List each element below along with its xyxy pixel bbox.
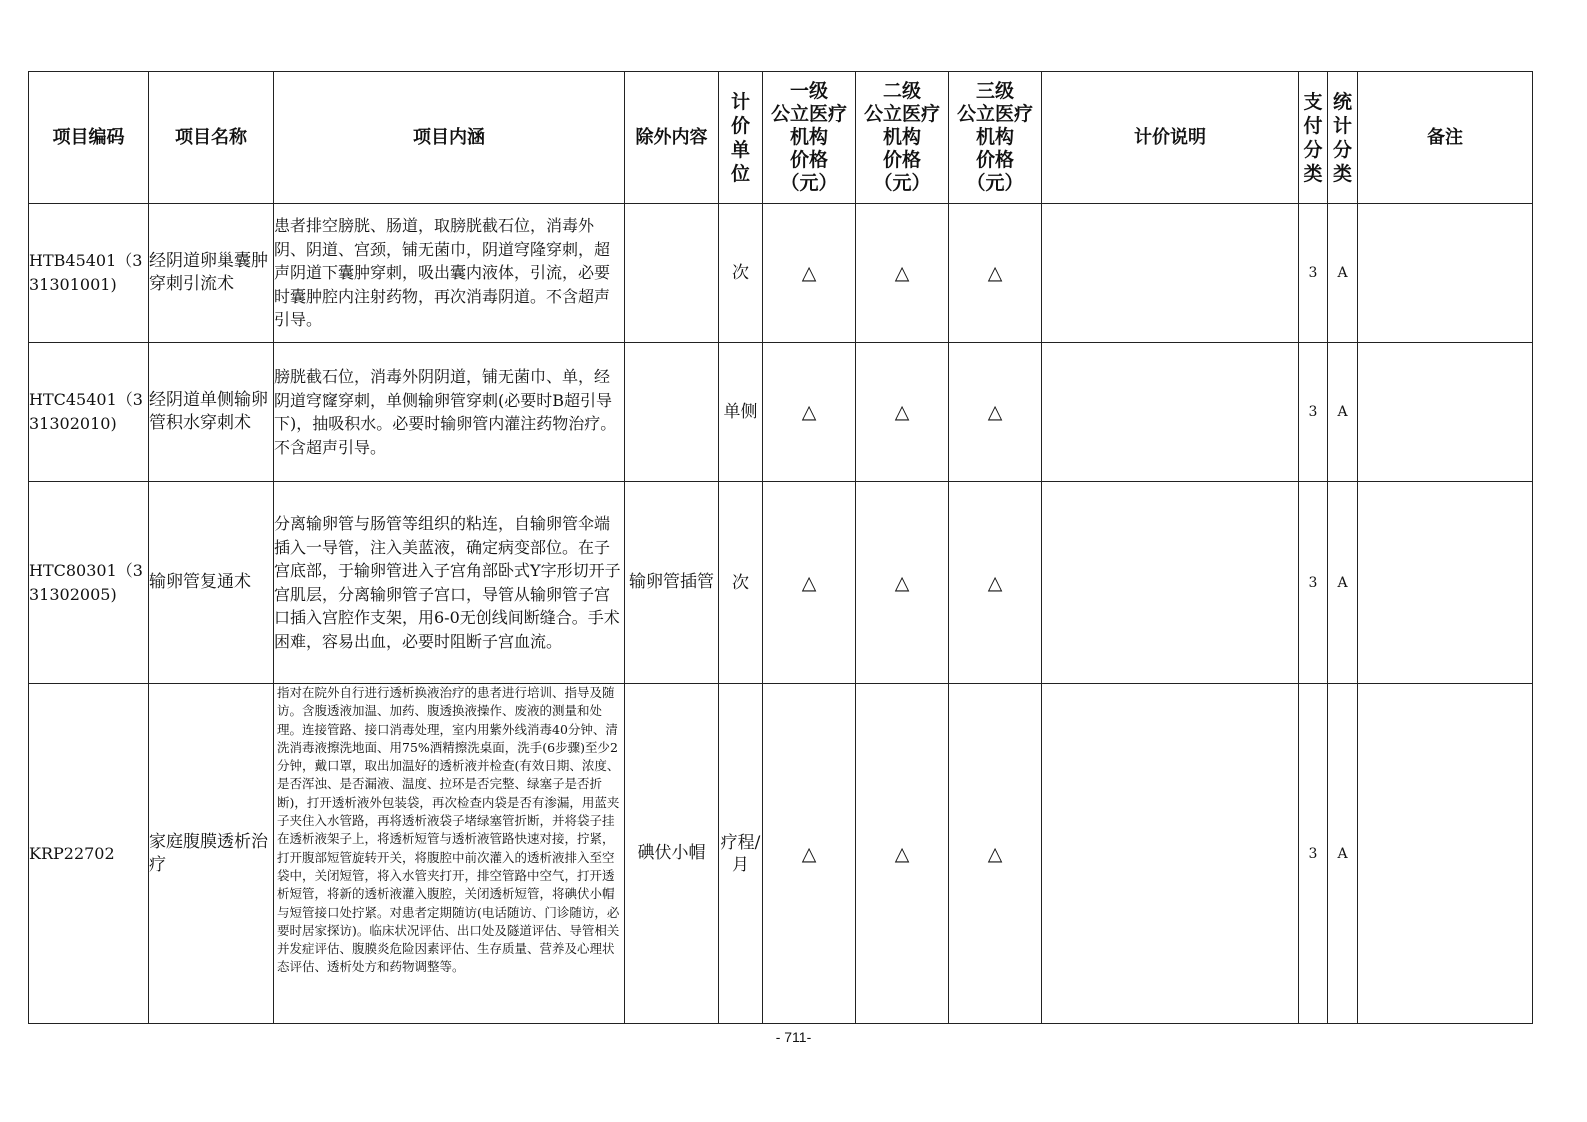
header-level3-price: 三级 公立医疗 机构 价格 （元） bbox=[949, 72, 1042, 204]
price-table bbox=[28, 71, 1533, 1024]
item-level1-price: △ bbox=[763, 343, 856, 482]
item-stat-category: A bbox=[1328, 204, 1358, 343]
item-stat-category: A bbox=[1328, 482, 1358, 684]
item-payment-category: 3 bbox=[1299, 343, 1328, 482]
header-remarks: 备注 bbox=[1358, 72, 1533, 204]
item-pricing-note bbox=[1042, 343, 1299, 482]
item-remarks bbox=[1358, 343, 1533, 482]
header-unit: 计 价 单 位 bbox=[719, 72, 763, 204]
header-level1-price: 一级 公立医疗 机构 价格 （元） bbox=[763, 72, 856, 204]
header-name: 项目名称 bbox=[149, 72, 274, 204]
header-row bbox=[29, 72, 1533, 204]
item-level2-price: △ bbox=[856, 684, 949, 1024]
item-name: 经阴道卵巢囊肿穿刺引流术 bbox=[149, 204, 274, 343]
item-stat-category: A bbox=[1328, 684, 1358, 1024]
item-pricing-note bbox=[1042, 482, 1299, 684]
header-exclusion: 除外内容 bbox=[625, 72, 719, 204]
item-level2-price: △ bbox=[856, 204, 949, 343]
header-level2-price: 二级 公立医疗 机构 价格 （元） bbox=[856, 72, 949, 204]
item-level2-price: △ bbox=[856, 343, 949, 482]
item-content: 分离输卵管与肠管等组织的粘连，自输卵管伞端插入一导管，注入美蓝液，确定病变部位。在子宫底部，于输卵管进入子宫角部卧式Y字形切开子宫肌层，分离输卵管子宫口，导管从输卵管子宫口插入宫腔作支架，用6-0无创线间断缝合。手术困难，容易出血，必要时阻断子宫血流。 bbox=[274, 482, 625, 684]
item-exclusion: 碘伏小帽 bbox=[625, 684, 719, 1024]
page-number: - 711- bbox=[775, 1029, 812, 1045]
table-row bbox=[29, 343, 1533, 482]
item-payment-category: 3 bbox=[1299, 204, 1328, 343]
item-code: KRP22702 bbox=[29, 684, 149, 1024]
item-exclusion bbox=[625, 204, 719, 343]
item-name: 输卵管复通术 bbox=[149, 482, 274, 684]
item-name: 经阴道单侧输卵管积水穿刺术 bbox=[149, 343, 274, 482]
table-row bbox=[29, 482, 1533, 684]
header-code: 项目编码 bbox=[29, 72, 149, 204]
item-unit: 疗程/月 bbox=[719, 684, 763, 1024]
item-stat-category: A bbox=[1328, 343, 1358, 482]
table-row bbox=[29, 684, 1533, 1024]
item-pricing-note bbox=[1042, 204, 1299, 343]
item-remarks bbox=[1358, 482, 1533, 684]
item-exclusion bbox=[625, 343, 719, 482]
header-pricing-note: 计价说明 bbox=[1042, 72, 1299, 204]
item-unit: 单侧 bbox=[719, 343, 763, 482]
item-level3-price: △ bbox=[949, 482, 1042, 684]
item-unit: 次 bbox=[719, 204, 763, 343]
item-level3-price: △ bbox=[949, 684, 1042, 1024]
table-row bbox=[29, 204, 1533, 343]
item-payment-category: 3 bbox=[1299, 482, 1328, 684]
item-level1-price: △ bbox=[763, 204, 856, 343]
item-code: HTC80301（331302005) bbox=[29, 482, 149, 684]
item-content-text: 指对在院外自行进行透析换液治疗的患者进行培训、指导及随访。含腹透液加温、加药、腹透换液操作、废液的测量和处理。连接管路、接口消毒处理，室内用紫外线消毒40分钟、清洗消毒液擦洗地面、用75%酒精擦洗桌面，洗手(6步骤)至少2分钟，戴口罩，取出加温好的透析液并检查(有效日期、浓度、是否浑浊、是否漏液、温度、拉环是否完整、绿塞子是否折断)，打开透析液外包装袋，再次检查内袋是否有渗漏，用蓝夹子夹住入水管路，再将透析液袋子堵绿塞管折断，并将袋子挂在透析液架子上，将透析短管与透析液管路快速对接，拧紧，打开腹部短管旋转开关，将腹腔中前次灌入的透析液排入至空袋中，关闭短管，将入水管夹打开，排空管路中空气，打开透析短管，将新的透析液灌入腹腔，关闭透析短管，将碘伏小帽与短管接口处拧紧。对患者定期随访(电话随访、门诊随访，必要时居家探访)。临床状况评估、出口处及隧道评估、导管相关并发症评估、腹膜炎危险因素评估、生存质量、营养及心理状态评估、透析处方和药物调整等。 bbox=[277, 685, 620, 975]
item-code: HTC45401（331302010) bbox=[29, 343, 149, 482]
item-exclusion: 输卵管插管 bbox=[625, 482, 719, 684]
item-remarks bbox=[1358, 204, 1533, 343]
item-unit: 次 bbox=[719, 482, 763, 684]
item-code: HTB45401（331301001) bbox=[29, 204, 149, 343]
item-level1-price: △ bbox=[763, 684, 856, 1024]
item-content: 膀胱截石位，消毒外阴阴道，铺无菌巾、单，经阴道穹窿穿刺，单侧输卵管穿刺(必要时B超引导下)，抽吸积水。必要时输卵管内灌注药物治疗。不含超声引导。 bbox=[274, 343, 625, 482]
item-level2-price: △ bbox=[856, 482, 949, 684]
item-level1-price: △ bbox=[763, 482, 856, 684]
item-name: 家庭腹膜透析治疗 bbox=[149, 684, 274, 1024]
item-payment-category: 3 bbox=[1299, 684, 1328, 1024]
item-level3-price: △ bbox=[949, 343, 1042, 482]
header-content: 项目内涵 bbox=[274, 72, 625, 204]
item-content: 患者排空膀胱、肠道，取膀胱截石位，消毒外阴、阴道、宫颈，铺无菌巾，阴道穹隆穿刺，超声阴道下囊肿穿刺，吸出囊内液体，引流，必要时囊肿腔内注射药物，再次消毒阴道。不含超声引导。 bbox=[274, 204, 625, 343]
item-pricing-note bbox=[1042, 684, 1299, 1024]
item-level3-price: △ bbox=[949, 204, 1042, 343]
item-remarks bbox=[1358, 684, 1533, 1024]
header-payment-category: 支 付 分 类 bbox=[1299, 72, 1328, 204]
item-content bbox=[274, 684, 625, 1024]
header-stat-category: 统 计 分 类 bbox=[1328, 72, 1358, 204]
